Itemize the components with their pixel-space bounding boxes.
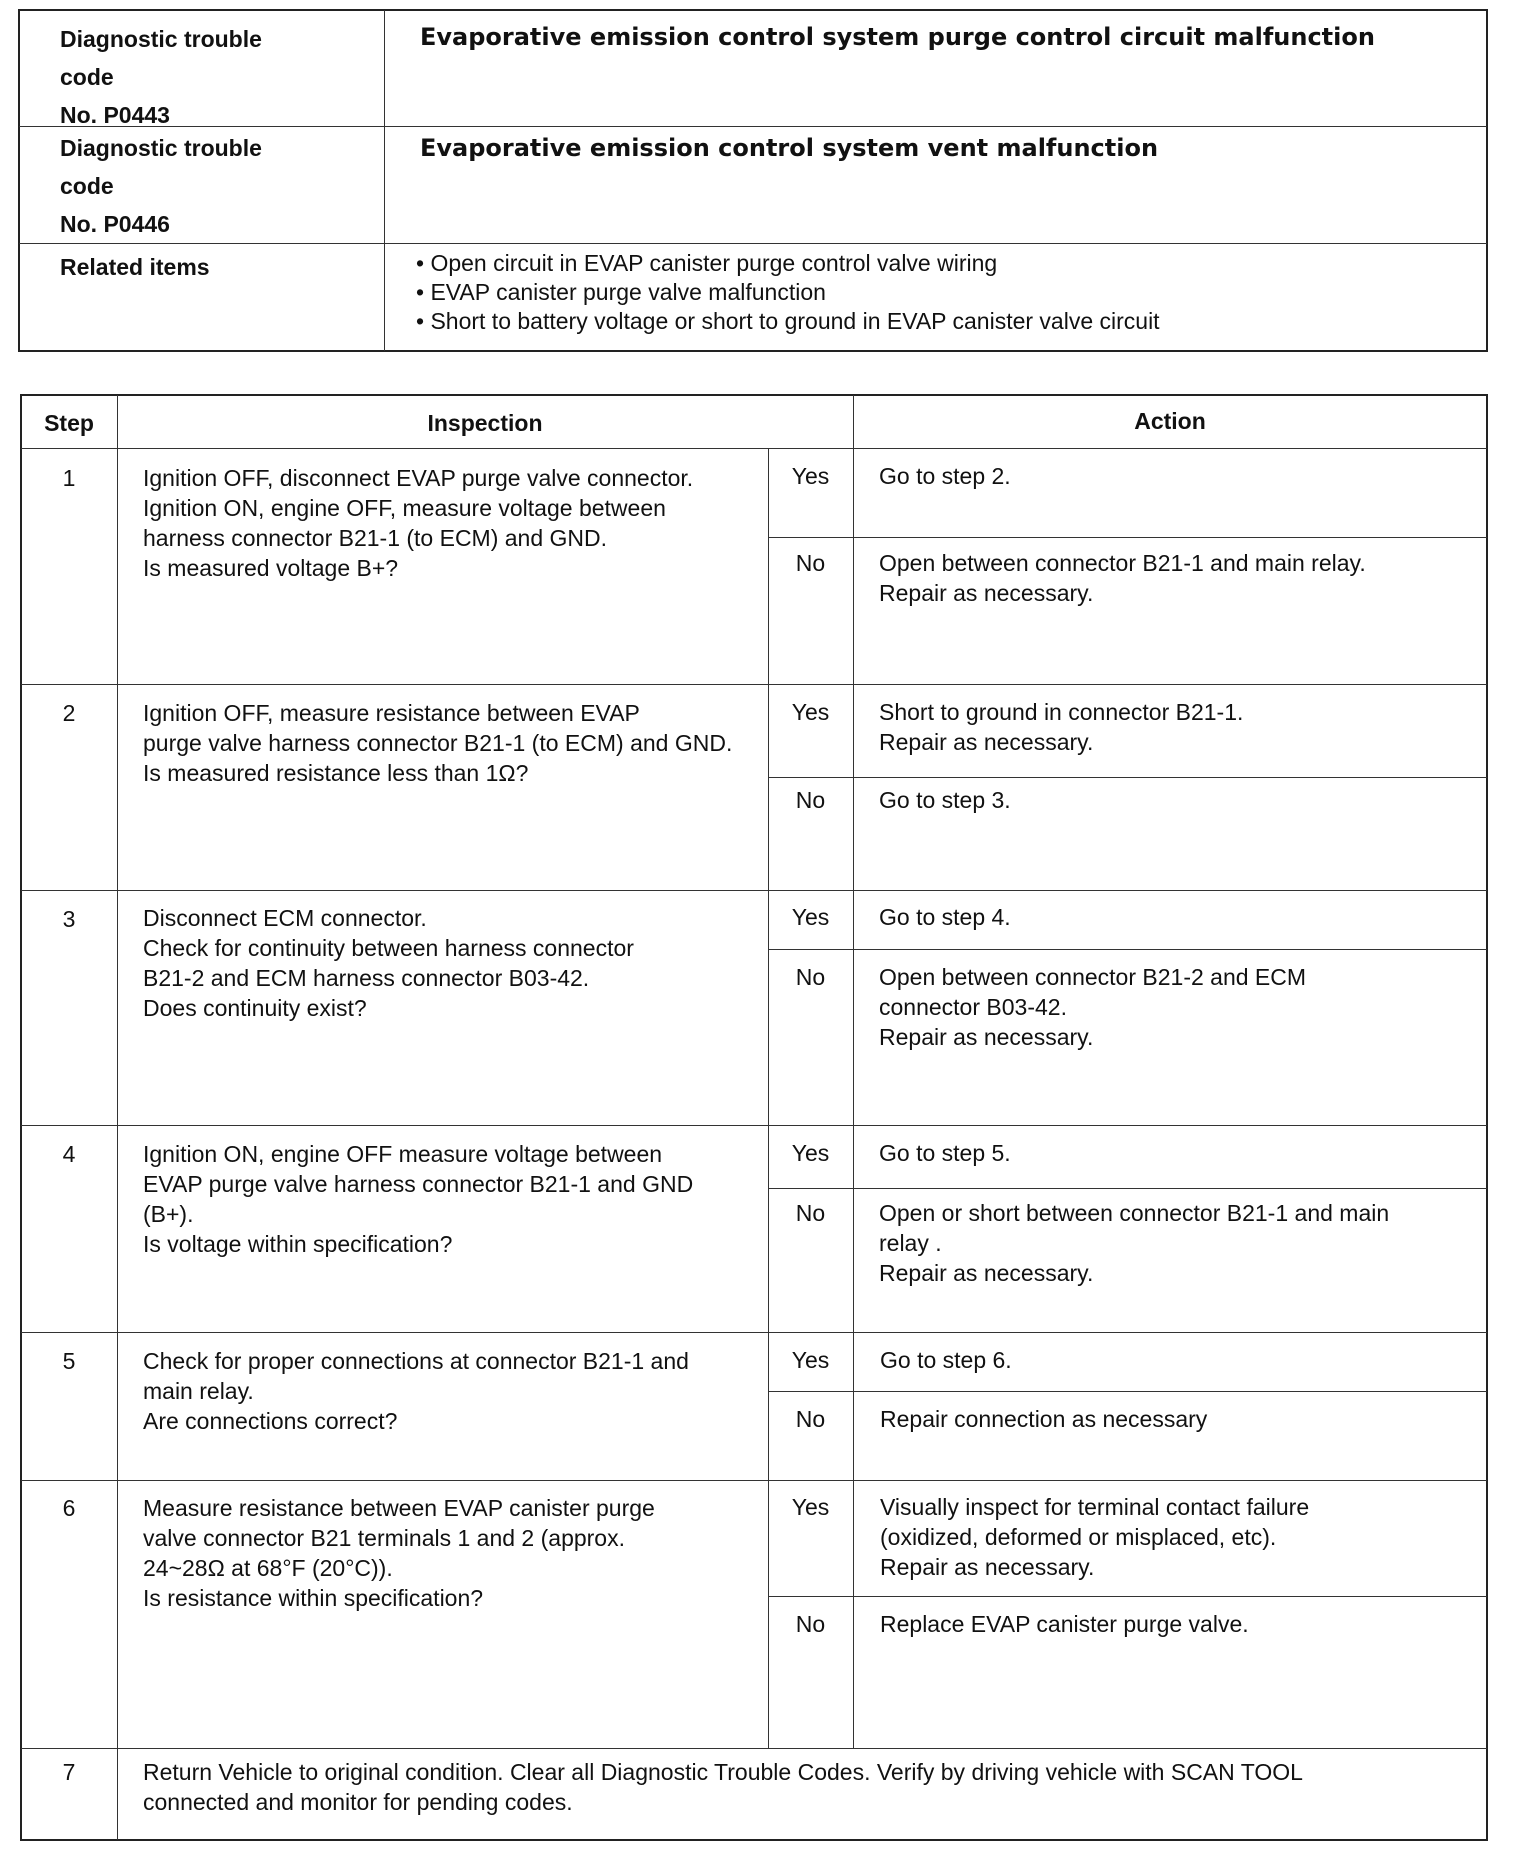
yes-no-divider [768, 949, 1487, 950]
yes-action: Go to step 4. [879, 904, 1011, 930]
yes-label: Yes [791, 699, 830, 725]
yes-label: Yes [791, 463, 830, 489]
yes-label: Yes [791, 1140, 830, 1166]
step-number: 2 [62, 700, 76, 726]
no-action: Go to step 3. [879, 787, 1011, 813]
yes-label: Yes [791, 904, 830, 930]
yes-no-divider [768, 1596, 1487, 1597]
yes-no-divider [768, 1188, 1487, 1189]
row-divider [21, 1480, 1487, 1481]
no-label: No [795, 964, 826, 990]
no-label: No [795, 550, 826, 576]
no-action: Replace EVAP canister purge valve. [880, 1611, 1249, 1637]
step-number: 6 [62, 1495, 76, 1521]
no-label: No [795, 1406, 826, 1432]
related-item: • EVAP canister purge valve malfunction [416, 279, 826, 305]
dtc-description: Evaporative emission control system purge control circuit malfunction [420, 23, 1375, 51]
yes-action: Go to step 6. [880, 1347, 1012, 1373]
related-item: • Short to battery voltage or short to ground in EVAP canister valve circuit [416, 308, 1160, 334]
dtc-row-divider [19, 243, 1487, 244]
yes-label: Yes [791, 1494, 830, 1520]
step-number: 5 [62, 1348, 76, 1374]
step-number: 7 [62, 1759, 76, 1785]
row-divider [21, 890, 1487, 891]
inspection-header: Inspection [427, 410, 543, 436]
step-inspection: Check for proper connections at connector B21-1 and main relay. Are connections correct? [143, 1348, 689, 1434]
related-items-label: Related items [60, 254, 210, 280]
no-label: No [795, 787, 826, 813]
yes-action: Short to ground in connector B21-1. Repair as necessary. [879, 699, 1244, 755]
header-bottom-line [21, 448, 1487, 449]
step-number: 3 [62, 906, 76, 932]
step-inspection: Ignition OFF, disconnect EVAP purge valve connector. Ignition ON, engine OFF, measure voltage between harness connector B21-1 (to ECM) and GND. Is measured voltage B+? [143, 465, 694, 581]
row-divider [21, 1125, 1487, 1126]
no-action: Open between connector B21-2 and ECM connector B03-42. Repair as necessary. [879, 964, 1307, 1050]
yes-no-divider [768, 537, 1487, 538]
no-action: Open or short between connector B21-1 and main relay . Repair as necessary. [879, 1200, 1390, 1286]
step-number: 4 [62, 1141, 76, 1167]
yes-label: Yes [791, 1347, 830, 1373]
yes-no-divider [768, 1391, 1487, 1392]
final-step-text: Return Vehicle to original condition. Clear all Diagnostic Trouble Codes. Verify by driving vehicle with SCAN TOOL connected and monitor for pending codes. [143, 1759, 1303, 1815]
dtc-code-label: Diagnostic trouble code No. P0443 [60, 26, 262, 128]
step-number: 1 [62, 465, 76, 491]
no-action: Open between connector B21-1 and main relay. Repair as necessary. [879, 550, 1366, 606]
action-column-divider [853, 395, 854, 1748]
step-inspection: Disconnect ECM connector. Check for continuity between harness connector B21-2 and ECM harness connector B03-42. Does continuity exist? [143, 905, 634, 1021]
no-action: Repair connection as necessary [880, 1406, 1208, 1432]
yes-action: Visually inspect for terminal contact failure (oxidized, deformed or misplaced, etc). Repair as necessary. [880, 1494, 1310, 1580]
step-inspection: Measure resistance between EVAP canister purge valve connector B21 terminals 1 and 2 (approx. 24~28Ω at 68°F (20°C)). Is resistance within specification? [143, 1495, 655, 1611]
inspection-column-divider [768, 448, 769, 1748]
step-inspection: Ignition OFF, measure resistance between EVAP purge valve harness connector B21-1 (to ECM) and GND. Is measured resistance less than 1Ω? [143, 700, 733, 786]
step-column-divider [117, 395, 118, 1840]
dtc-header-table [0, 0, 1536, 360]
dtc-header-divider [384, 10, 385, 351]
row-divider [21, 684, 1487, 685]
row-divider [21, 1748, 1487, 1749]
dtc-code-label: Diagnostic trouble code No. P0446 [60, 135, 262, 237]
dtc-description: Evaporative emission control system vent malfunction [420, 134, 1159, 162]
action-header: Action [1134, 408, 1206, 434]
step-header: Step [44, 410, 94, 436]
step-inspection: Ignition ON, engine OFF measure voltage between EVAP purge valve harness connector B21-1 and GND (B+). Is voltage within specification? [143, 1141, 694, 1257]
yes-action: Go to step 2. [879, 463, 1011, 489]
row-divider [21, 1332, 1487, 1333]
related-item: • Open circuit in EVAP canister purge control valve wiring [416, 250, 998, 276]
no-label: No [795, 1200, 826, 1226]
yes-no-divider [768, 777, 1487, 778]
no-label: No [795, 1611, 826, 1637]
yes-action: Go to step 5. [879, 1140, 1011, 1166]
